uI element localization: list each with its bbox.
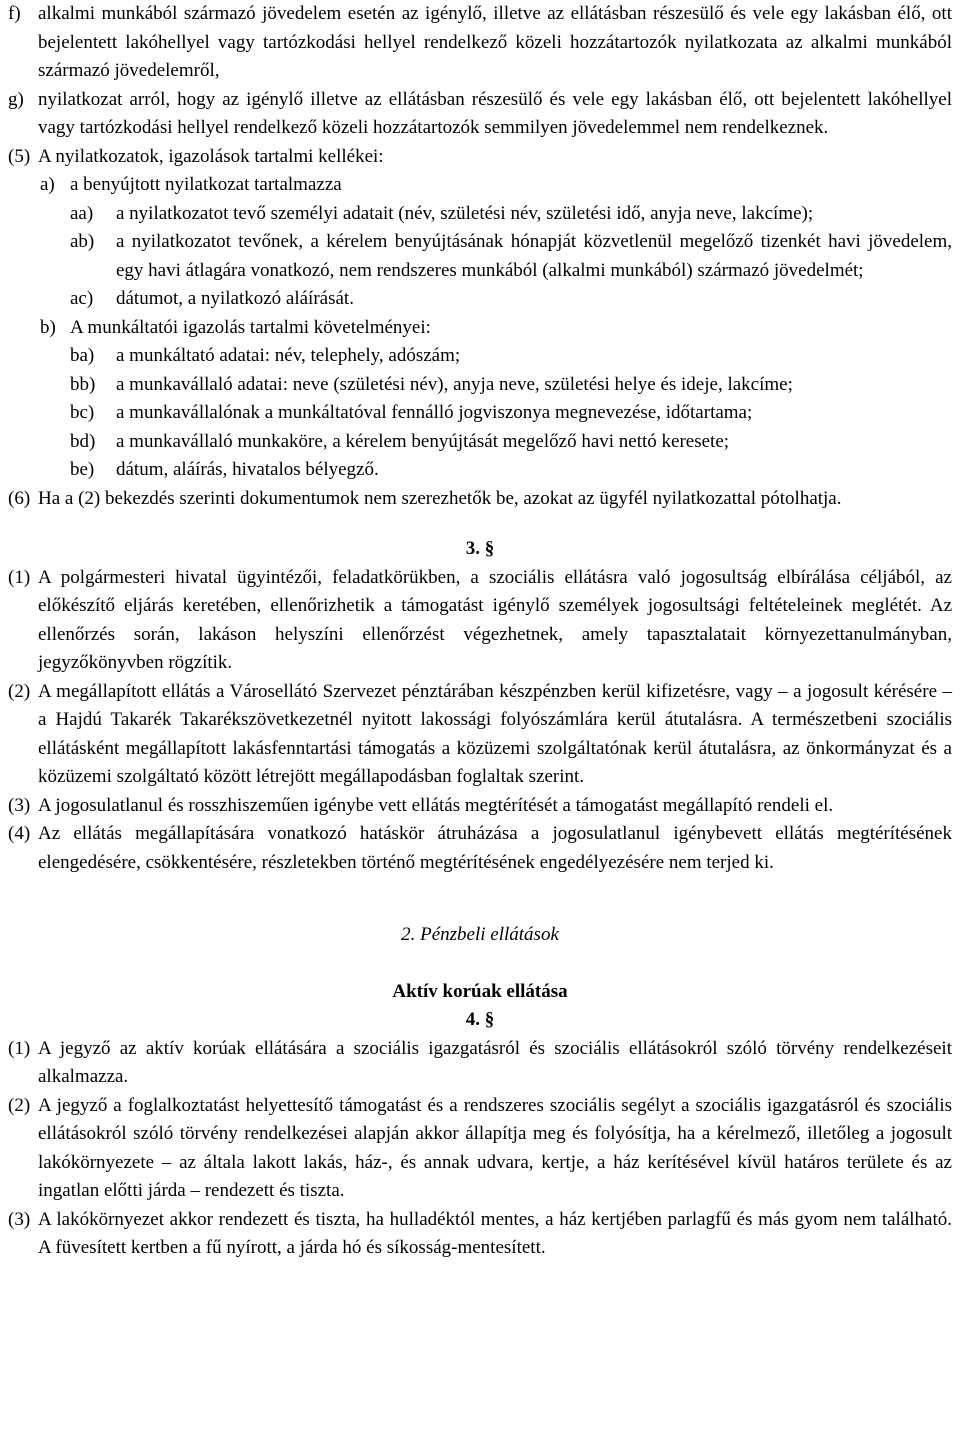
item-text: A munkáltatói igazolás tartalmi követelményei: bbox=[70, 316, 431, 338]
paragraph-text: A nyilatkozatok, igazolások tartalmi kellékei: bbox=[38, 145, 384, 167]
item-marker: g) bbox=[8, 88, 24, 110]
list-item-be bbox=[8, 456, 952, 485]
item-marker: ab) bbox=[70, 231, 95, 252]
list-item-ac bbox=[8, 285, 952, 314]
item-marker: b) bbox=[40, 316, 56, 338]
paragraph-text: A jegyző az aktív korúak ellátására a szociális igazgatásról és szociális ellátásokról szóló törvény rendelkezéseit alkalmazza. bbox=[38, 1037, 952, 1087]
paragraph-marker: (2) bbox=[8, 680, 31, 702]
item-marker: ba) bbox=[70, 345, 95, 366]
item-text: a nyilatkozatot tevő személyi adatait (név, születési név, születési idő, anyja neve, lakcíme); bbox=[116, 202, 814, 224]
section-4-title: 4. § bbox=[465, 1009, 495, 1030]
chapter-title: 2. Pénzbeli ellátások bbox=[401, 924, 559, 945]
section-3-paragraph-4 bbox=[8, 820, 952, 877]
section-3-paragraph-1 bbox=[8, 564, 952, 678]
section-4-paragraph-1 bbox=[8, 1035, 952, 1092]
subtitle: Aktív korúak ellátása bbox=[392, 980, 568, 1002]
item-marker: bd) bbox=[70, 430, 96, 452]
paragraph-text: A jogosulatlanul és rosszhiszeműen igénybe vett ellátás megtérítését a támogatást megállapító rendeli el. bbox=[38, 794, 834, 816]
paragraph-5 bbox=[8, 143, 952, 172]
section-3-paragraph-2 bbox=[8, 678, 952, 792]
paragraph-marker: (5) bbox=[8, 145, 31, 167]
section-3-paragraph-3 bbox=[8, 792, 952, 821]
list-item-b bbox=[8, 314, 952, 343]
item-text: a nyilatkozatot tevőnek, a kérelem benyújtásának hónapját közvetlenül megelőző tizenkét havi jövedelem, egy havi átlagára vonatkozó, nem rendszeres munkából (alkalmi munkából) származó jövedelmét; bbox=[116, 231, 952, 281]
item-text: a munkavállaló adatai: neve (születési név), anyja neve, születési helye és ideje, lakcíme; bbox=[116, 373, 793, 395]
item-text: alkalmi munkából származó jövedelem esetén az igénylő, illetve az ellátásban részesülő és vele egy lakásban élő, ott bejelentett lakóhellyel vagy tartózkodási hellyel rendelkező közeli hozzátartozók nyilatkozata az alkalmi munkából származó jövedelemről, bbox=[38, 3, 952, 81]
paragraph-marker: (4) bbox=[8, 823, 31, 844]
paragraph-marker: (1) bbox=[8, 1037, 31, 1059]
item-marker: ac) bbox=[70, 288, 94, 309]
paragraph-marker: (2) bbox=[8, 1094, 31, 1116]
section-3-title: 3. § bbox=[465, 538, 495, 559]
item-text: a munkavállaló munkaköre, a kérelem benyújtását megelőző havi nettó keresete; bbox=[116, 430, 730, 452]
paragraph-text: A lakókörnyezet akkor rendezett és tiszta, ha hulladéktól mentes, a ház kertjében parlagfű és más gyom nem található. A füvesített kertben a fű nyírott, a járda hó és síkosság-mentesített. bbox=[38, 1208, 952, 1258]
item-text: dátum, aláírás, hivatalos bélyegző. bbox=[116, 459, 379, 480]
list-item-g bbox=[8, 86, 952, 143]
list-item-aa bbox=[8, 200, 952, 229]
paragraph-marker: (3) bbox=[8, 794, 31, 816]
item-marker: bb) bbox=[70, 373, 96, 395]
section-4-paragraph-3 bbox=[8, 1206, 952, 1263]
item-text: a munkáltató adatai: név, telephely, adószám; bbox=[116, 345, 461, 366]
list-item-bd bbox=[8, 428, 952, 457]
paragraph-text: A polgármesteri hivatal ügyintézői, feladatkörükben, a szociális ellátásra való jogosultság elbírálása céljából, az előkészítő eljárás keretében, ellenőrizhetik a támogatást igénylő személyek jogosultsági feltételeinek meglétét. Az ellenőrzés során, lakáson helyszíni ellenőrzést végezhetnek, amely tapasztalatait környezettanulmányban, jegyzőkönyvben rögzítik. bbox=[38, 566, 952, 673]
paragraph-marker: (3) bbox=[8, 1208, 31, 1230]
item-text: dátumot, a nyilatkozó aláírását. bbox=[116, 288, 354, 309]
list-item-ba bbox=[8, 342, 952, 371]
section-4-paragraph-2 bbox=[8, 1092, 952, 1206]
item-text: nyilatkozat arról, hogy az igénylő illetve az ellátásban részesülő és vele egy lakásban élő, ott bejelentett lakóhellyel vagy tartózkodási hellyel rendelkező közeli hozzátartozók semmilyen jövedelemmel nem rendelkeznek. bbox=[38, 88, 952, 138]
list-item-bb bbox=[8, 371, 952, 400]
item-marker: aa) bbox=[70, 202, 94, 224]
paragraph-marker: (1) bbox=[8, 566, 31, 588]
item-text: a munkavállalónak a munkáltatóval fennálló jogviszonya megnevezése, időtartama; bbox=[116, 402, 753, 423]
item-marker: f) bbox=[8, 3, 21, 24]
item-marker: bc) bbox=[70, 402, 95, 423]
paragraph-text: A jegyző a foglalkoztatást helyettesítő támogatást és a rendszeres szociális segélyt a szociális igazgatásról és szociális ellátásokról szóló törvény rendelkezései alapján akkor állapítja meg és folyósítja, ha a kérelmező, illetőleg a jogosult lakókörnyezete – az általa lakott lakás, ház-, és annak udvara, kertje, a ház kerítésével kívül határos területe és az ingatlan előtti járda – rendezett és tiszta. bbox=[38, 1094, 952, 1201]
paragraph-6 bbox=[8, 485, 952, 514]
list-item-f bbox=[8, 0, 952, 86]
item-marker: be) bbox=[70, 459, 95, 480]
item-text: a benyújtott nyilatkozat tartalmazza bbox=[70, 174, 342, 195]
list-item-bc bbox=[8, 399, 952, 428]
item-marker: a) bbox=[40, 174, 55, 195]
paragraph-marker: (6) bbox=[8, 487, 31, 509]
paragraph-text: A megállapított ellátás a Városellátó Szervezet pénztárában készpénzben kerül kifizetésre, vagy – a jogosult kérésére – a Hajdú Takarék Takarékszövetkezetnél nyitott lakossági folyószámlára kerül átutalásra. A természetbeni szociális ellátásként megállapított lakásfenntartási támogatás a közüzemi szolgáltatónak kerül átutalásra, az önkormányzat és a közüzemi szolgáltató között létrejött megállapodásban foglaltak szerint. bbox=[38, 680, 952, 787]
paragraph-text: Ha a (2) bekezdés szerinti dokumentumok nem szerezhetők be, azokat az ügyfél nyilatkozattal pótolhatja. bbox=[38, 487, 842, 509]
list-item-a bbox=[8, 171, 952, 200]
list-item-ab bbox=[8, 228, 952, 285]
paragraph-text: Az ellátás megállapítására vonatkozó hatáskör átruházása a jogosulatlanul igénybevett ellátás megtérítésének elengedésére, csökkentésére, részletekben történő megtérítésének engedélyezésére nem terjed ki. bbox=[38, 823, 952, 873]
